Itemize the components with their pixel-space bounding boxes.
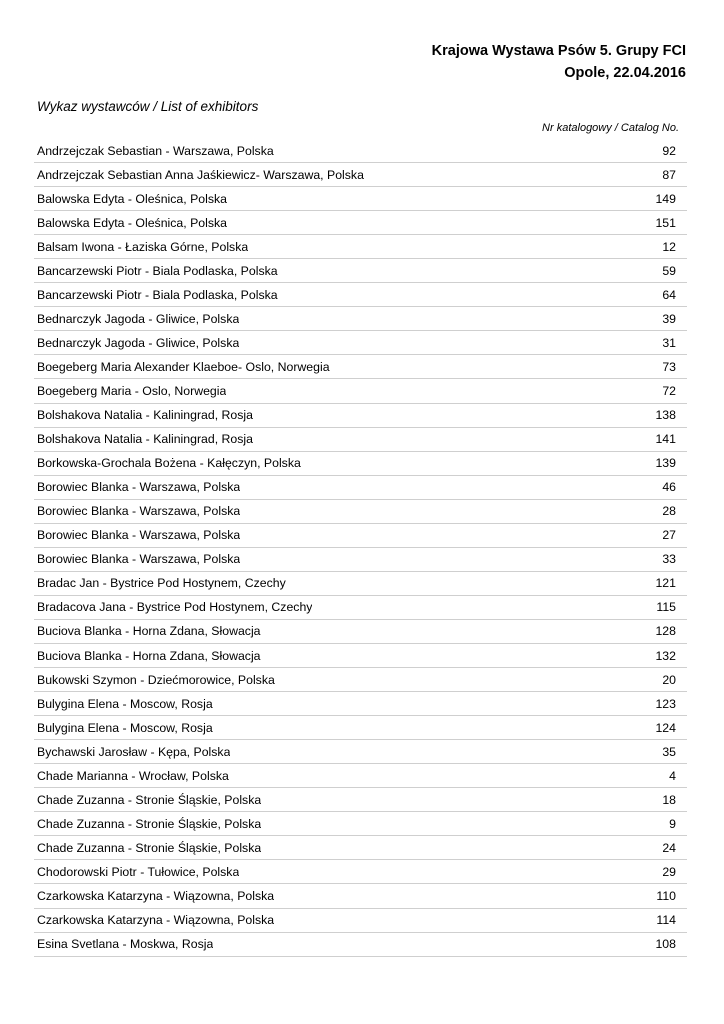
exhibitor-name: Bolshakova Natalia - Kaliningrad, Rosja [37, 432, 253, 447]
exhibitor-row [34, 163, 687, 187]
document-title: Krajowa Wystawa Psów 5. Grupy FCI [431, 43, 686, 59]
catalog-number: 149 [655, 191, 676, 206]
exhibitor-row [34, 548, 687, 572]
exhibitor-row [34, 452, 687, 476]
exhibitor-name: Borowiec Blanka - Warszawa, Polska [37, 504, 241, 519]
catalog-number: 87 [662, 167, 676, 182]
catalog-number: 18 [662, 792, 676, 807]
exhibitor-row [34, 764, 687, 788]
exhibitor-name: Borkowska-Grochala Bożena - Kałęczyn, Polska [37, 456, 301, 471]
catalog-number: 92 [662, 143, 676, 158]
exhibitor-name: Bulygina Elena - Moscow, Rosja [37, 720, 213, 735]
catalog-number: 115 [656, 600, 676, 615]
exhibitor-name: Borowiec Blanka - Warszawa, Polska [37, 480, 241, 495]
exhibitor-name: Esina Svetlana - Moskwa, Rosja [37, 937, 214, 952]
exhibitor-row [34, 355, 687, 379]
exhibitor-name: Bednarczyk Jagoda - Gliwice, Polska [37, 311, 240, 326]
exhibitor-name: Bancarzewski Piotr - Biala Podlaska, Polska [37, 287, 278, 302]
catalog-number: 59 [662, 263, 676, 278]
exhibitor-name: Balowska Edyta - Oleśnica, Polska [37, 191, 228, 206]
exhibitor-row [34, 404, 687, 428]
catalog-number: 73 [662, 359, 676, 374]
catalog-number: 114 [656, 913, 676, 928]
catalog-number: 33 [662, 552, 676, 567]
exhibitor-row [34, 379, 687, 403]
catalog-number: 141 [655, 432, 676, 447]
exhibitor-name: Bradacova Jana - Bystrice Pod Hostynem, Czechy [37, 600, 313, 615]
exhibitor-row [34, 860, 687, 884]
exhibitor-name: Chodorowski Piotr - Tułowice, Polska [37, 864, 240, 879]
catalog-number: 151 [655, 215, 676, 230]
exhibitor-name: Chade Marianna - Wrocław, Polska [37, 768, 229, 783]
exhibitor-name: Bradac Jan - Bystrice Pod Hostynem, Czechy [37, 576, 286, 591]
exhibitor-row [34, 692, 687, 716]
catalog-number: 138 [655, 408, 676, 423]
catalog-number: 110 [656, 888, 676, 903]
exhibitor-row [34, 259, 687, 283]
exhibitor-row [34, 644, 687, 668]
catalog-number: 124 [655, 720, 676, 735]
exhibitor-name: Andrzejczak Sebastian - Warszawa, Polska [37, 143, 274, 158]
exhibitor-row [34, 572, 687, 596]
catalog-number: 9 [669, 816, 676, 831]
exhibitor-row [34, 331, 687, 355]
exhibitor-name: Andrzejczak Sebastian Anna Jaśkiewicz- Warszawa, Polska [37, 167, 364, 182]
exhibitor-name: Balowska Edyta - Oleśnica, Polska [37, 215, 228, 230]
list-subtitle: Wykaz wystawców / List of exhibitors [37, 99, 259, 114]
exhibitor-name: Bednarczyk Jagoda - Gliwice, Polska [37, 335, 240, 350]
exhibitor-name: Chade Zuzanna - Stronie Śląskie, Polska [37, 840, 262, 855]
catalog-number: 39 [662, 311, 676, 326]
catalog-number: 132 [655, 648, 676, 663]
exhibitor-row [34, 884, 687, 908]
catalog-number: 46 [662, 480, 676, 495]
exhibitor-name: Bolshakova Natalia - Kaliningrad, Rosja [37, 408, 253, 423]
exhibitor-name: Czarkowska Katarzyna - Wiązowna, Polska [37, 888, 275, 903]
exhibitor-name: Boegeberg Maria - Oslo, Norwegia [37, 383, 227, 398]
exhibitor-row [34, 740, 687, 764]
exhibitor-row [34, 836, 687, 860]
catalog-number: 108 [655, 937, 676, 952]
exhibitor-name: Buciova Blanka - Horna Zdana, Słowacja [37, 624, 261, 639]
exhibitor-name: Buciova Blanka - Horna Zdana, Słowacja [37, 648, 261, 663]
exhibitor-row [34, 428, 687, 452]
exhibitor-name: Bulygina Elena - Moscow, Rosja [37, 696, 213, 711]
exhibitor-name: Chade Zuzanna - Stronie Śląskie, Polska [37, 792, 262, 807]
exhibitor-name: Boegeberg Maria Alexander Klaeboe- Oslo, Norwegia [37, 359, 330, 374]
catalog-number: 123 [655, 696, 676, 711]
exhibitor-row [34, 716, 687, 740]
exhibitor-row [34, 211, 687, 235]
exhibitor-row [34, 500, 687, 524]
title-block [432, 40, 686, 84]
exhibitor-name: Borowiec Blanka - Warszawa, Polska [37, 552, 241, 567]
catalog-number: 24 [662, 840, 676, 855]
exhibitor-row [34, 235, 687, 259]
exhibitor-list [34, 139, 687, 957]
exhibitor-name: Czarkowska Katarzyna - Wiązowna, Polska [37, 913, 275, 928]
exhibitor-name: Borowiec Blanka - Warszawa, Polska [37, 528, 241, 543]
catalog-number: 121 [655, 576, 676, 591]
exhibitor-name: Chade Zuzanna - Stronie Śląskie, Polska [37, 816, 262, 831]
exhibitor-row [34, 596, 687, 620]
exhibitor-row [34, 187, 687, 211]
catalog-number: 4 [669, 768, 676, 783]
catalog-number: 35 [662, 744, 676, 759]
catalog-number: 64 [662, 287, 676, 302]
catalog-number: 20 [662, 672, 676, 687]
exhibitor-row [34, 812, 687, 836]
exhibitor-name: Bancarzewski Piotr - Biala Podlaska, Polska [37, 263, 278, 278]
catalog-number: 29 [662, 864, 676, 879]
location-date: Opole, 22.04.2016 [564, 65, 686, 81]
exhibitor-row [34, 283, 687, 307]
exhibitor-row [34, 909, 687, 933]
exhibitor-row [34, 620, 687, 644]
catalog-number: 12 [662, 239, 676, 254]
exhibitor-name: Bukowski Szymon - Dziećmorowice, Polska [37, 672, 275, 687]
catalog-number: 128 [655, 624, 676, 639]
exhibitor-row [34, 476, 687, 500]
catalog-number: 28 [662, 504, 676, 519]
exhibitor-name: Balsam Iwona - Łaziska Górne, Polska [37, 239, 249, 254]
exhibitor-row [34, 668, 687, 692]
exhibitor-name: Bychawski Jarosław - Kępa, Polska [37, 744, 231, 759]
exhibitor-row [34, 524, 687, 548]
catalog-number: 31 [662, 335, 676, 350]
exhibitor-row [34, 139, 687, 163]
catalog-number: 72 [662, 383, 676, 398]
exhibitor-row [34, 307, 687, 331]
catalog-number: 139 [655, 456, 676, 471]
exhibitor-row [34, 933, 687, 957]
exhibitor-row [34, 788, 687, 812]
catalog-number: 27 [662, 528, 676, 543]
catalog-column-header: Nr katalogowy / Catalog No. [542, 122, 679, 134]
